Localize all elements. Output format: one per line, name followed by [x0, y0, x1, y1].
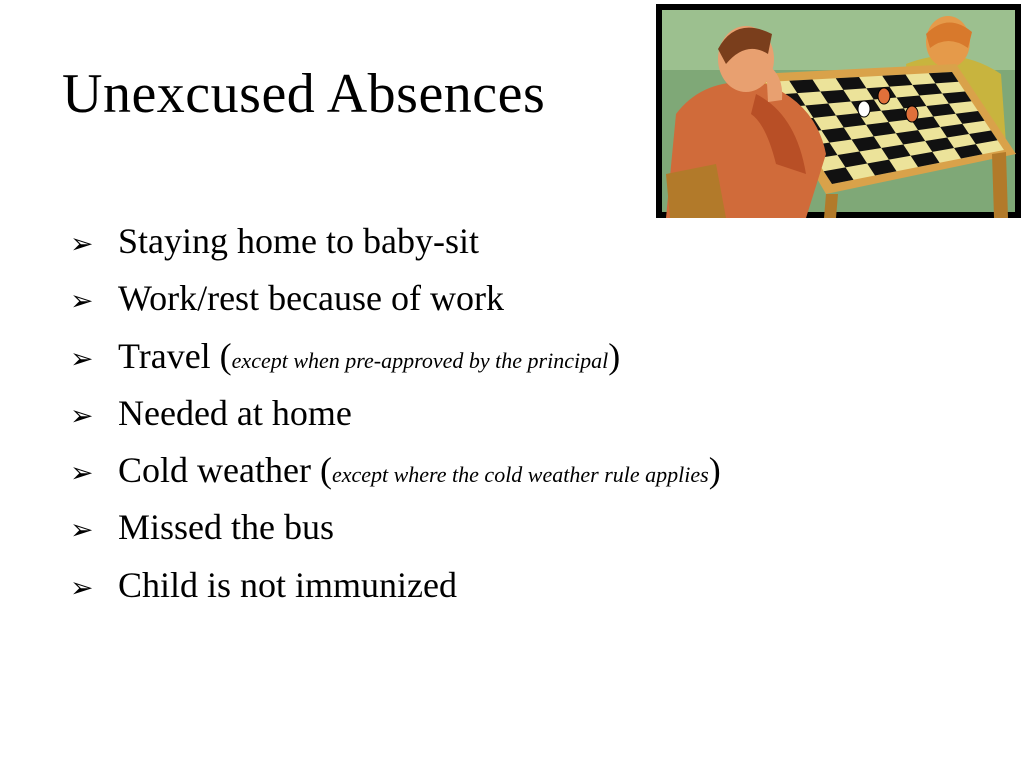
bullet-list	[70, 220, 721, 621]
chess-players-clipart-icon	[656, 4, 1021, 218]
bullet-close-paren: )	[608, 335, 621, 376]
arrow-bullet-icon: ➢	[70, 570, 94, 604]
bullet-text: Staying home to baby-sit	[118, 221, 479, 261]
bullet-note: except when pre-approved by the principal	[231, 347, 609, 373]
arrow-bullet-icon: ➢	[70, 513, 94, 547]
bullet-text: Cold weather (	[118, 450, 332, 491]
slide-title: Unexcused Absences	[62, 63, 546, 125]
list-item	[70, 449, 721, 506]
bullet-text: Child is not immunized	[118, 564, 457, 605]
list-item	[70, 392, 721, 449]
list-item	[70, 506, 721, 563]
arrow-bullet-icon: ➢	[70, 398, 94, 432]
bullet-text: Work/rest because of work	[118, 278, 504, 319]
arrow-bullet-icon: ➢	[70, 456, 94, 490]
arrow-bullet-icon: ➢	[70, 341, 94, 375]
list-item	[70, 335, 721, 392]
bullet-close-paren: )	[708, 450, 721, 491]
bullet-text: Travel (	[118, 335, 232, 376]
bullet-text: Missed the bus	[118, 507, 334, 548]
list-item	[70, 277, 721, 334]
list-item	[70, 564, 721, 621]
bullet-text: Needed at home	[118, 392, 352, 433]
arrow-bullet-icon: ➢	[70, 227, 94, 260]
arrow-bullet-icon: ➢	[70, 284, 94, 318]
bullet-note: except where the cold weather rule applies	[331, 462, 709, 488]
list-item	[70, 220, 721, 277]
